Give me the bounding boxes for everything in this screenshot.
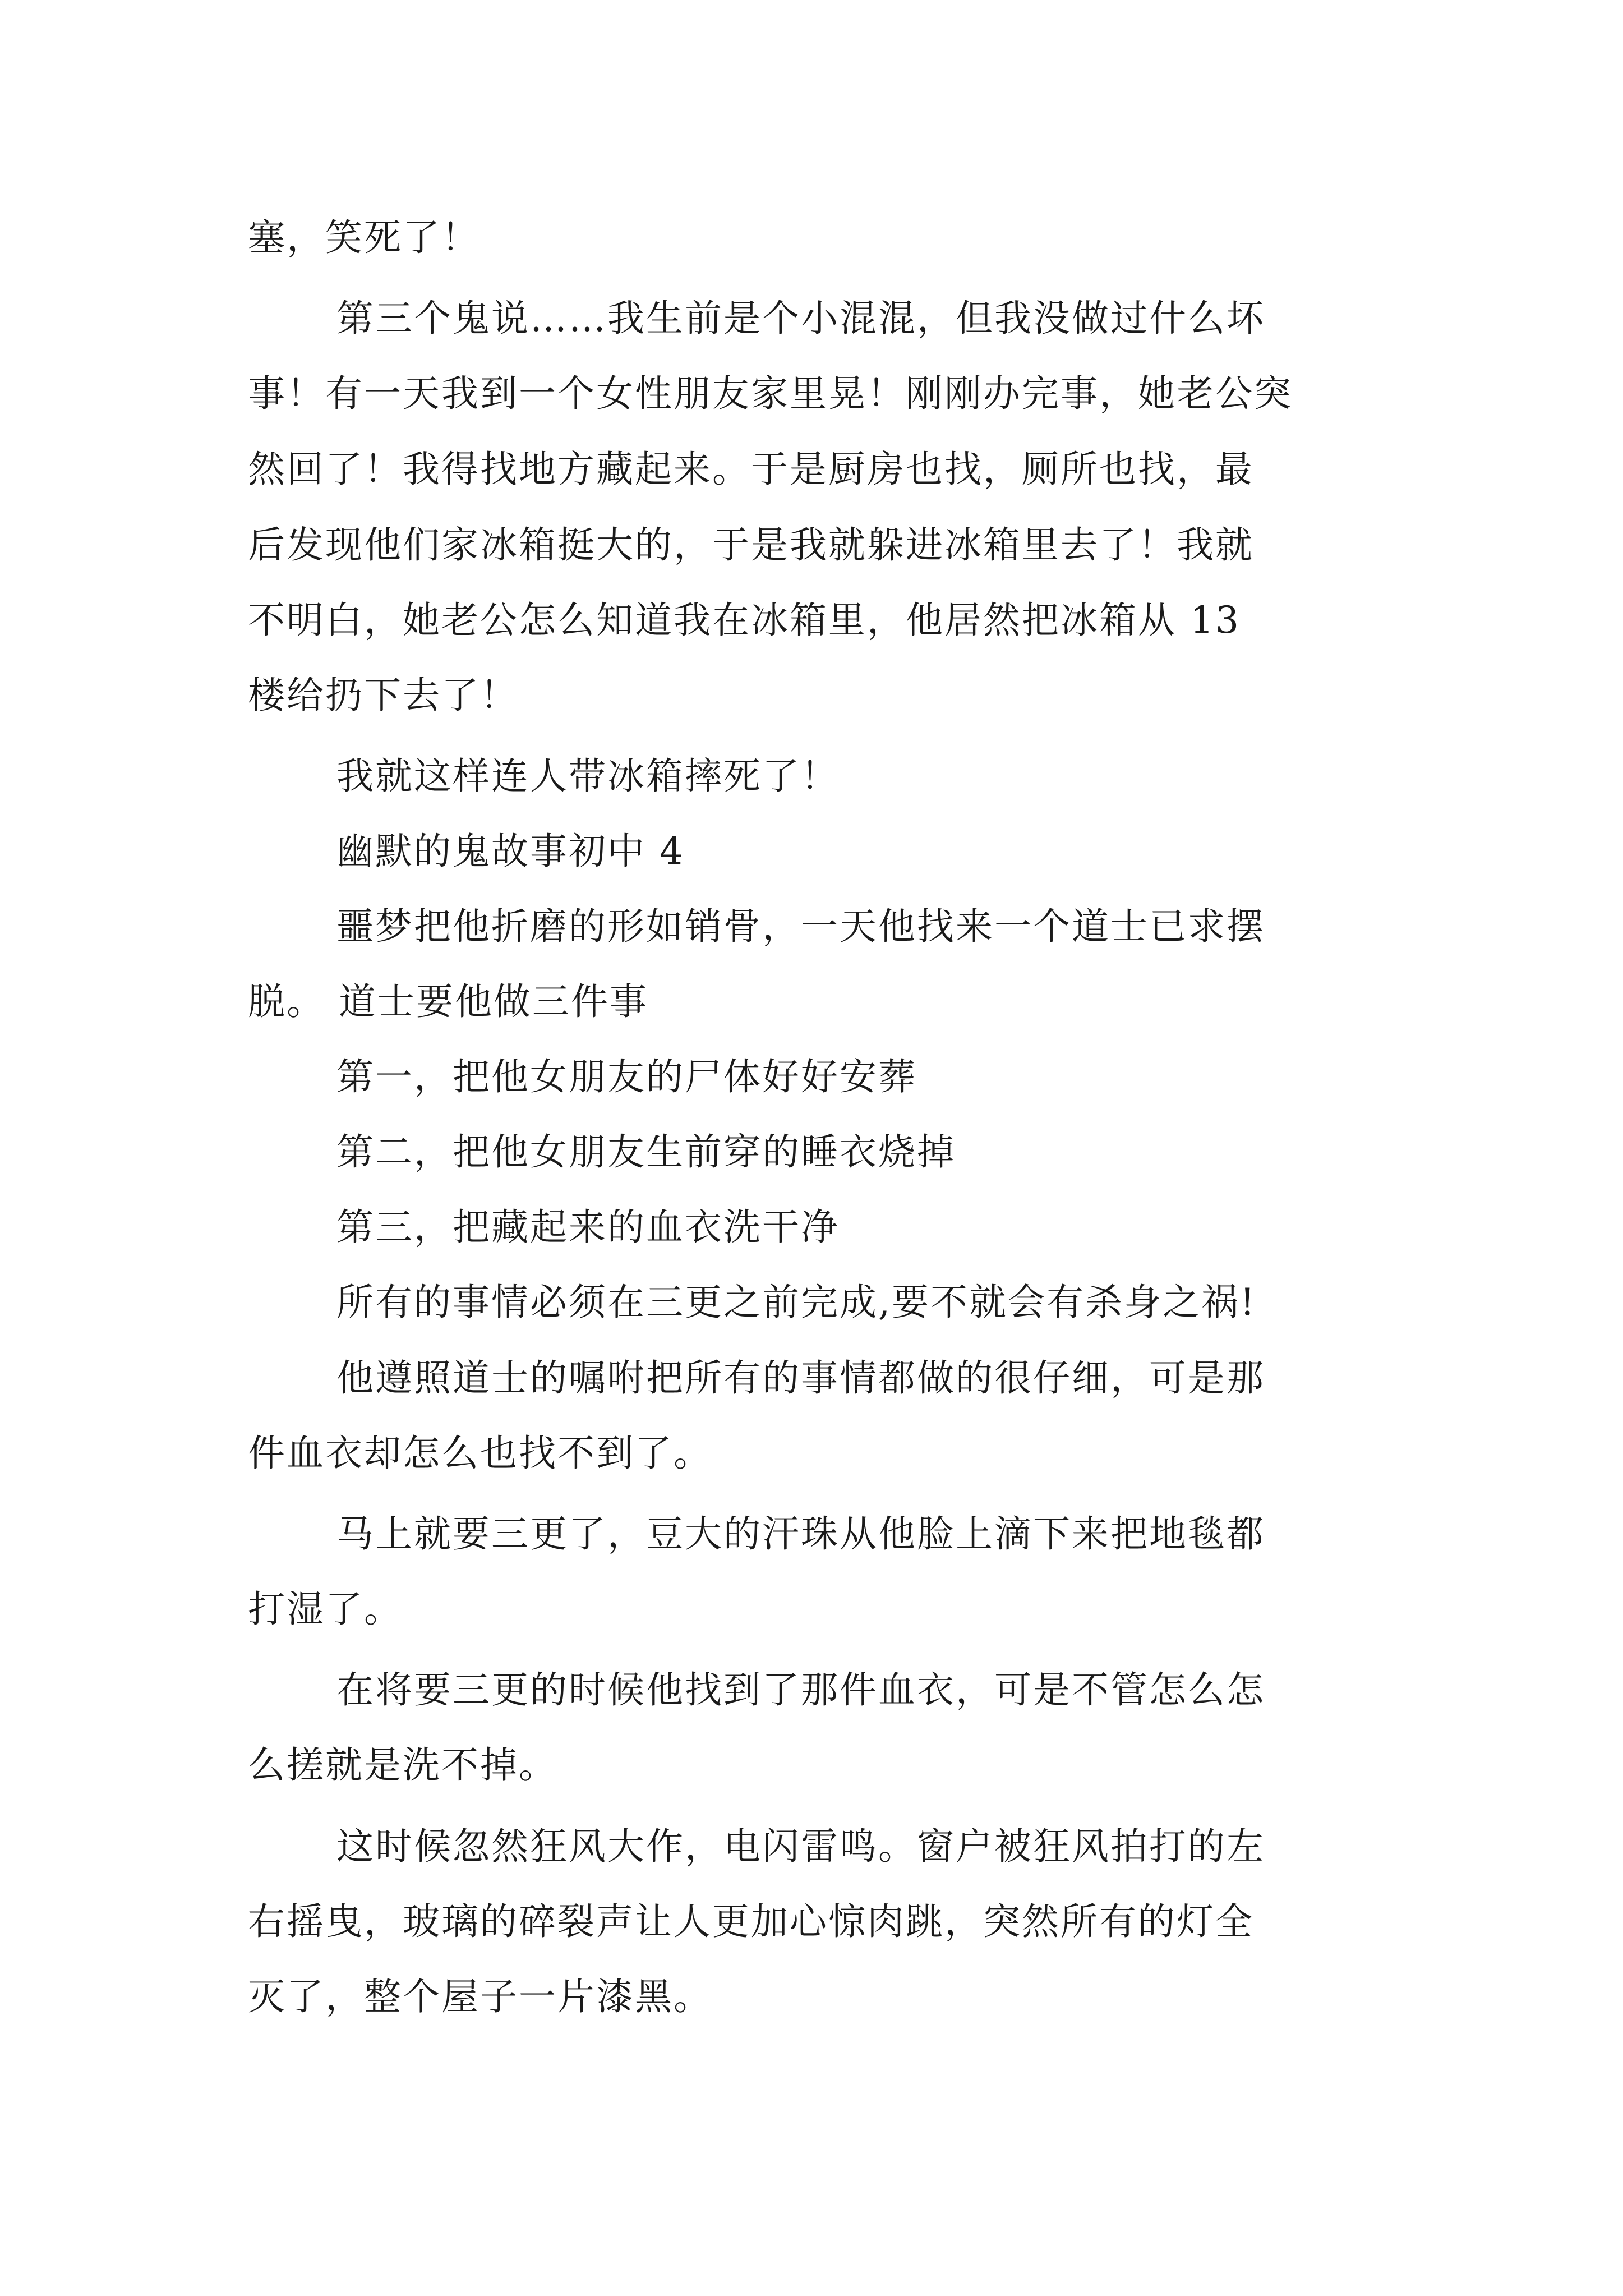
text-line: 所有的事情必须在三更之前完成,要不就会有杀身之祸! <box>336 1281 1257 1324</box>
text-line: 脱。 道士要他做三件事 <box>248 980 648 1023</box>
text-line: 第三，把藏起来的血衣洗干净 <box>336 1205 840 1249</box>
text-line: 我就这样连人带冰箱摔死了！ <box>336 754 840 798</box>
section-heading: 幽默的鬼故事初中 4 <box>336 830 685 873</box>
text-line: 在将要三更的时候他找到了那件血衣，可是不管怎么怎 <box>336 1668 1265 1711</box>
text-line: 噩梦把他折磨的形如销骨，一天他找来一个道士已求摆 <box>336 905 1265 948</box>
text-line: 第三个鬼说……我生前是个小混混，但我没做过什么坏 <box>336 297 1265 340</box>
text-line: 打湿了。 <box>248 1588 403 1631</box>
text-line: 楼给扔下去了！ <box>248 674 519 717</box>
text-line: 右摇曳，玻璃的碎裂声让人更加心惊肉跳，突然所有的灯全 <box>248 1900 1254 1943</box>
text-line: 第二，把他女朋友生前穿的睡衣烧掉 <box>336 1130 956 1174</box>
text-line: 马上就要三更了，豆大的汗珠从他脸上滴下来把地毯都 <box>336 1512 1265 1556</box>
text-line: 不明白，她老公怎么知道我在冰箱里，他居然把冰箱从 13 <box>248 599 1241 642</box>
text-line: 第一，把他女朋友的尸体好好安葬 <box>336 1055 917 1098</box>
text-line: 他遵照道士的嘱咐把所有的事情都做的很仔细，可是那 <box>336 1356 1265 1400</box>
text-line: 事！有一天我到一个女性朋友家里晃！刚刚办完事，她老公突 <box>248 372 1293 415</box>
text-line: 这时候忽然狂风大作，电闪雷鸣。窗户被狂风拍打的左 <box>336 1825 1265 1868</box>
text-line: 灭了，整个屋子一片漆黑。 <box>248 1975 712 2018</box>
text-line: 塞，笑死了！ <box>248 216 480 259</box>
text-line: 后发现他们家冰箱挺大的，于是我就躲进冰箱里去了！我就 <box>248 523 1254 567</box>
text-line: 然回了！我得找地方藏起来。于是厨房也找，厕所也找，最 <box>248 448 1254 491</box>
text-line: 么搓就是洗不掉。 <box>248 1743 557 1787</box>
text-line: 件血衣却怎么也找不到了。 <box>248 1432 712 1475</box>
